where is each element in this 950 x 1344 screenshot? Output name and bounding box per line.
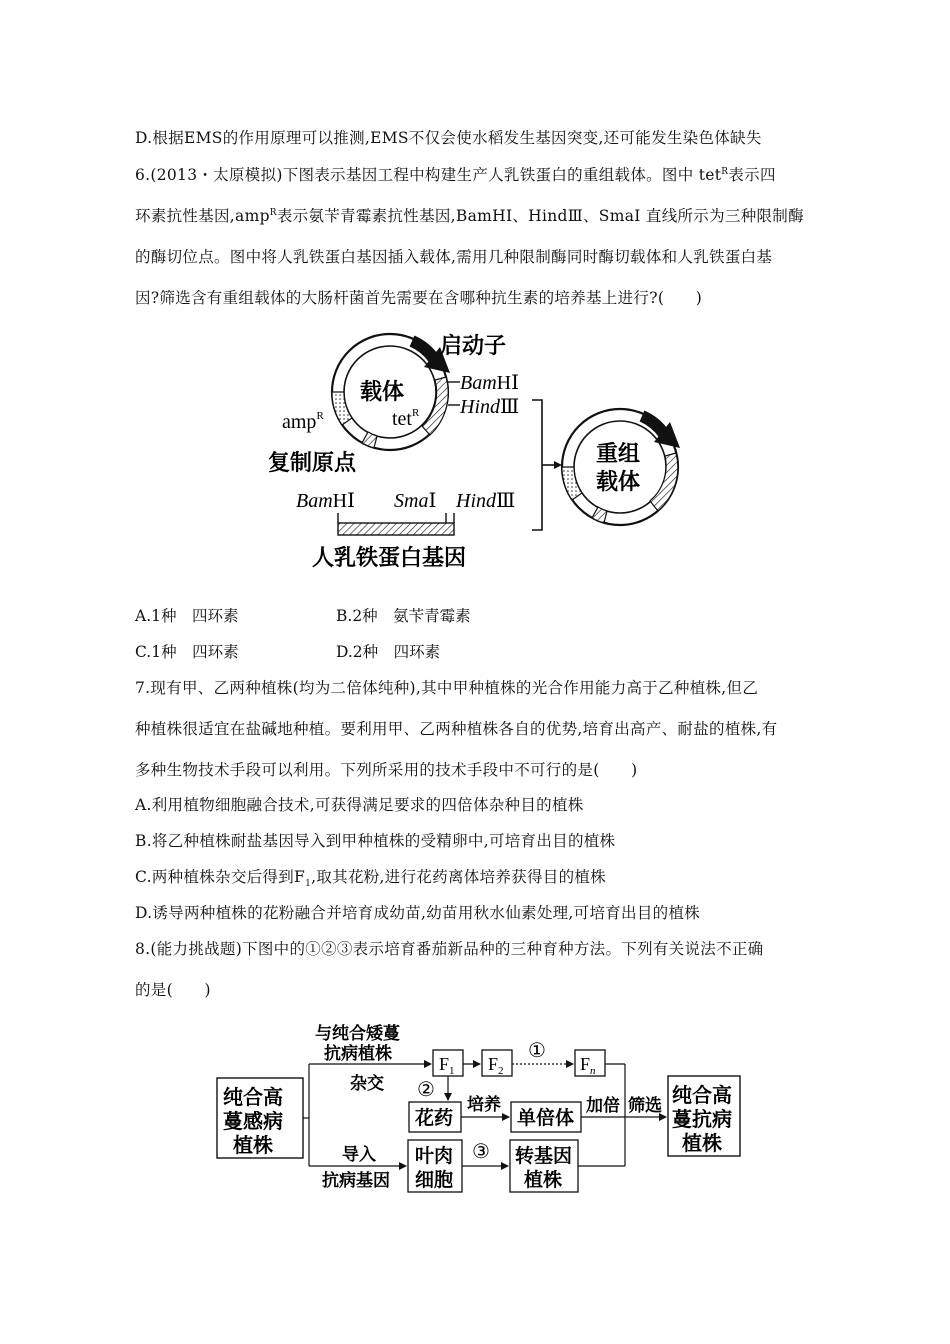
q6-option-d: D.2种 四环素	[336, 643, 441, 661]
trans-line-1: 转基因	[515, 1145, 573, 1167]
leaf-line-1: 叶肉	[415, 1145, 454, 1167]
q8-breeding-figure	[212, 1014, 748, 1196]
amp-text: amp	[282, 411, 317, 433]
hindiii-label-gene	[455, 490, 515, 512]
q6-stem-line-3: 的酶切位点。图中将人乳铁蛋白基因插入载体,需用几种限制酶同时酶切载体和人乳铁蛋白基	[135, 248, 773, 266]
q8-stem-line-1: 8.(能力挑战题)下图中的①②③表示培育番茄新品种的三种育种方法。下列有关说法不正确	[135, 940, 764, 958]
recomb-promoter-arrow	[642, 416, 664, 434]
recomb-label-2: 载体	[596, 470, 641, 495]
end-line-2: 蔓抗病	[672, 1107, 732, 1131]
bamhi-label-gene	[296, 490, 355, 512]
origin-segment	[362, 432, 377, 448]
q7-optc-post: ,取其花粉,进行花药离体培养获得目的植株	[311, 868, 606, 886]
q7-stem-line-1: 7.现有甲、乙两种植株(均为二倍体纯种),其中甲种植株的光合作用能力高于乙种植株,但乙	[135, 679, 759, 697]
hindiii-label-vector	[459, 396, 519, 418]
q7-optc-sub: 1	[305, 879, 312, 890]
bamhi-gene-roman: HⅠ	[332, 490, 356, 512]
recomb-origin-segment	[592, 507, 607, 523]
q6-stem-line-2	[135, 204, 804, 226]
q6-stem-line-4: 因?筛选含有重组载体的大肠杆菌首先需要在含哪种抗生素的培养基上进行?( )	[135, 289, 703, 307]
q6-vector-figure	[262, 325, 702, 575]
q7-stem-line-2: 种植株很适宜在盐碱地种植。要利用甲、乙两种植株各自的优势,培育出高产、耐盐的植株,有	[135, 720, 778, 738]
q8-stem-line-2: 的是( )	[135, 981, 211, 999]
bracket	[532, 400, 542, 530]
q7-optc-pre: C.两种植株杂交后得到F	[135, 868, 306, 886]
gene-fragment-bar	[338, 523, 454, 535]
leaf-line-2: 细胞	[415, 1169, 454, 1191]
q6-line2-sup: R	[269, 207, 277, 218]
fn-text: F	[580, 1054, 591, 1074]
q7-option-d: D.诱导两种植株的花粉融合并培育成幼苗,幼苗用秋水仙素处理,可培育出目的植株	[135, 904, 701, 922]
select-label: 筛选	[628, 1096, 662, 1116]
trans-line-2: 植株	[524, 1169, 563, 1191]
f1-sub: 1	[449, 1065, 455, 1077]
hindiii-gene-italic: Hind	[456, 490, 496, 512]
origin-label: 复制原点	[268, 451, 357, 476]
bamhi-roman: HⅠ	[496, 372, 520, 394]
tet-label	[392, 407, 420, 430]
bamhi-italic: Bam	[460, 372, 497, 394]
bracket-arrowhead	[554, 461, 562, 469]
cross-label-3: 杂交	[350, 1074, 384, 1094]
q7-option-b: B.将乙种植株耐盐基因导入到甲种植株的受精卵中,可培育出目的植株	[135, 832, 616, 850]
cross-label-2: 抗病植株	[324, 1044, 392, 1064]
mark-3: ③	[472, 1139, 490, 1163]
cross-label-1: 与纯合矮蔓	[315, 1024, 400, 1044]
bamhi-label-vector	[460, 372, 519, 394]
anther-label: 花药	[415, 1107, 454, 1129]
q7-stem-line-3: 多种生物技术手段可以利用。下列所采用的技术手段中不可行的是( )	[135, 761, 638, 779]
f2-text: F	[488, 1054, 499, 1074]
fn-sub: n	[590, 1065, 596, 1077]
end-line-1: 纯合高	[672, 1083, 732, 1107]
start-line-2: 蔓感病	[223, 1109, 283, 1133]
mark-1: ①	[528, 1038, 546, 1062]
q6-line1-sup: R	[721, 166, 729, 177]
smai-label-gene	[394, 490, 436, 512]
recomb-amp-segment	[562, 467, 582, 500]
q6-line2-post: 表示氨苄青霉素抗性基因,BamHⅠ、HindⅢ、SmaⅠ 直线所示为三种限制酶	[276, 207, 804, 225]
q6-option-a: A.1种 四环素	[135, 607, 239, 625]
gene-label: 人乳铁蛋白基因	[312, 546, 467, 571]
haploid-label: 单倍体	[517, 1107, 575, 1129]
q6-line2-pre: 环素抗性基因,amp	[135, 207, 270, 225]
culture-label: 培养	[467, 1095, 501, 1115]
bamhi-gene-italic: Bam	[296, 490, 333, 512]
smai-italic: Sma	[394, 490, 429, 512]
q6-stem-line-1	[135, 163, 776, 185]
f2-sub: 2	[498, 1065, 504, 1077]
hindiii-gene-roman: Ⅲ	[496, 490, 516, 512]
mark-2: ②	[417, 1077, 435, 1101]
tet-text: tet	[392, 408, 412, 430]
q5-option-d: D.根据EMS的作用原理可以推测,EMS不仅会使水稻发生基因突变,还可能发生染色体缺失	[135, 129, 762, 147]
q6-option-b: B.2种 氨苄青霉素	[336, 607, 471, 625]
q6-line1-post: 表示四	[728, 166, 776, 184]
double-label: 加倍	[586, 1096, 620, 1116]
promoter-arrow	[412, 341, 434, 359]
vector-label: 载体	[360, 380, 405, 405]
import-label-2: 抗病基因	[322, 1171, 390, 1191]
hindiii-italic: Hind	[460, 396, 500, 418]
recomb-label-1: 重组	[596, 442, 641, 467]
import-label-1: 导入	[342, 1145, 376, 1165]
hindiii-roman: Ⅲ	[500, 396, 520, 418]
q7-option-a: A.利用植物细胞融合技术,可获得满足要求的四倍体杂种目的植株	[135, 796, 584, 814]
amp-sup: R	[316, 410, 324, 422]
amp-label	[282, 410, 324, 433]
q6-option-c: C.1种 四环素	[135, 643, 239, 661]
recomb-gene-segment	[650, 453, 678, 511]
tet-sup: R	[412, 407, 420, 419]
q7-option-c	[135, 865, 606, 889]
start-line-3: 植株	[233, 1133, 273, 1157]
q6-line1-pre: 6.(2013・太原模拟)下图表示基因工程中构建生产人乳铁蛋白的重组载体。图中 tet	[135, 166, 722, 184]
f1-text: F	[439, 1054, 450, 1074]
end-line-3: 植株	[682, 1131, 722, 1155]
smai-roman: Ⅰ	[428, 490, 437, 512]
amp-gene-segment	[332, 392, 352, 425]
start-line-1: 纯合高	[223, 1085, 283, 1109]
promoter-label: 启动子	[440, 334, 507, 359]
